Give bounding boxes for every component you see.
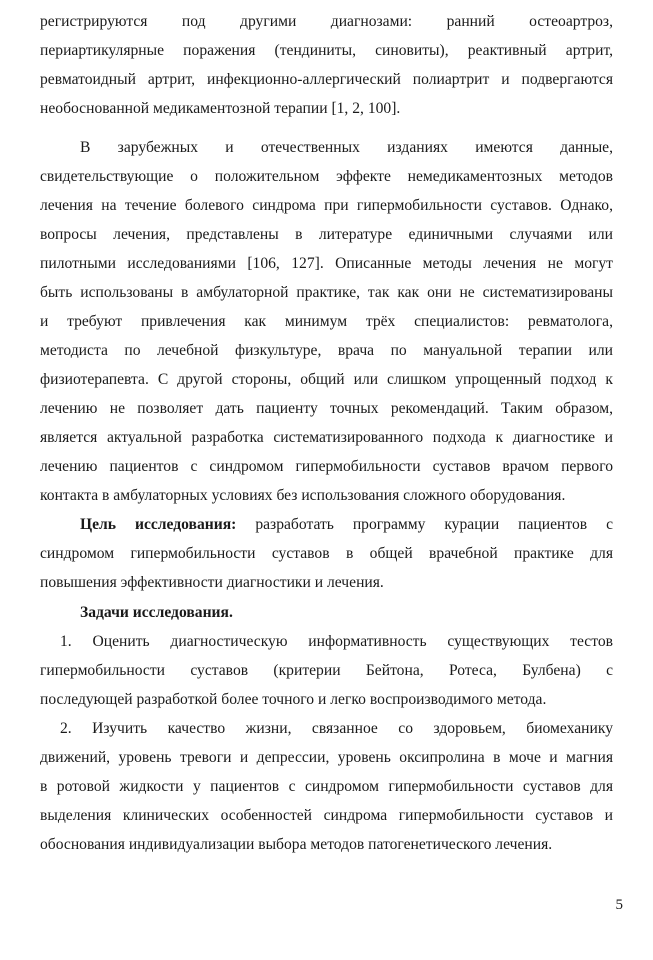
text-line: свидетельствующие о положительном эффекте немедикаментозных методов (40, 168, 613, 185)
text-line: обоснования индивидуализации выбора методов патогенетического лечения. (40, 836, 553, 853)
text-line: движений, уровень тревоги и депрессии, уровень оксипролина в моче и магния (40, 749, 613, 766)
text-line: выделения клинических особенностей синдрома гипермобильности суставов и (40, 807, 613, 824)
text-line: физиотерапевта. С другой стороны, общий или слишком упрощенный подход к (40, 371, 613, 388)
text-line: и требуют привлечения как минимум трёх специалистов: ревматолога, (40, 313, 613, 330)
text-line: периартикулярные поражения (тендиниты, синовиты), реактивный артрит, (40, 42, 613, 59)
text-line: является актуальной разработка систематизированного подхода к диагностике и (40, 429, 613, 446)
text-line: повышения эффективности диагностики и лечения. (40, 574, 384, 591)
text-line: быть использованы в амбулаторной практике, так как они не систематизированы (40, 284, 613, 301)
page-number: 5 (615, 897, 623, 913)
text-line: необоснованной медикаментозной терапии [1, 2, 100]. (40, 100, 401, 117)
text-line: лечения на течение болевого синдрома при гипермобильности суставов. Однако, (40, 197, 613, 214)
text-line: 1. Оценить диагностическую информативность существующих тестов (60, 633, 613, 650)
text-line: в ротовой жидкости у пациентов с синдромом гипермобильности суставов для (40, 778, 613, 795)
text-line: пилотными исследованиями [106, 127]. Описанные методы лечения не могут (40, 255, 613, 272)
text-line: методиста по лечебной физкультуре, врача по мануальной терапии или (40, 342, 613, 359)
text-line: регистрируются под другими диагнозами: ранний остеоартроз, (40, 13, 613, 30)
text-line: гипермобильности суставов (критерии Бейтона, Ротеса, Булбена) с (40, 662, 613, 679)
goal-label: Цель исследования: (80, 516, 237, 533)
text-line: лечению пациентов с синдромом гипермобильности суставов врачом первого (40, 458, 613, 475)
text-line: лечению не позволяет дать пациенту точных рекомендаций. Таким образом, (40, 400, 613, 417)
text-line: вопросы лечения, представлены в литературе единичными случаями или (40, 226, 613, 243)
goal-text: разработать программу курации пациентов с (236, 516, 613, 533)
tasks-heading: Задачи исследования. (80, 604, 233, 621)
text-line: В зарубежных и отечественных изданиях имеются данные, (80, 139, 613, 156)
text-line: 2. Изучить качество жизни, связанное со здоровьем, биомеханику (60, 720, 613, 737)
goal-first-line (80, 515, 613, 535)
text-line: ревматоидный артрит, инфекционно-аллергический полиартрит и подвергаются (40, 71, 613, 88)
text-line: контакта в амбулаторных условиях без использования сложного оборудования. (40, 487, 566, 504)
text-line: последующей разработкой более точного и легко воспроизводимого метода. (40, 691, 547, 708)
text-line: синдромом гипермобильности суставов в общей врачебной практике для (40, 545, 613, 562)
